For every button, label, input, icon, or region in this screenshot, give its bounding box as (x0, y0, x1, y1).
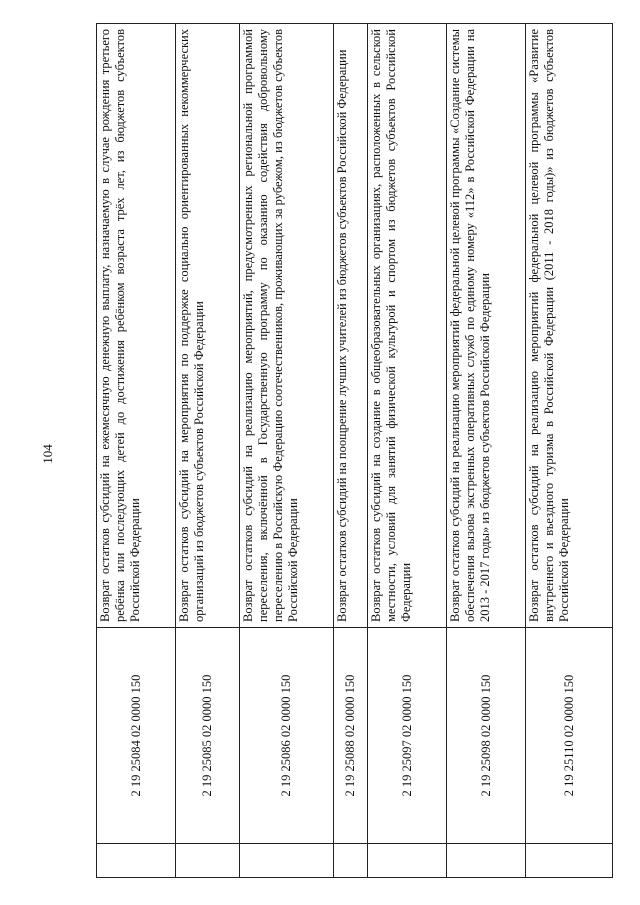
description-cell: Возврат остатков субсидий на ежемесячную денежную выплату, назначаемую в случае рождения третьего ребёнка или последующих детей до достижения ребёнком возраста трёх лет, из бюджетов субъектов Российской Федерации (97, 24, 176, 628)
budget-code-cell: 2 19 25086 02 0000 150 (240, 628, 334, 844)
budget-codes-table (96, 23, 613, 878)
description-cell: Возврат остатков субсидий на поощрение лучших учителей из бюджетов субъектов Российской Федерации (334, 24, 368, 628)
description-cell: Возврат остатков субсидий на реализацию мероприятий, предусмотренных региональной программой переселения, включённой в Государственную программу по оказанию содействия добровольному переселению в Российскую Федерацию соотечественников, проживающих за рубежом, из бюджетов субъектов Российской Федерации (240, 24, 334, 628)
table-row (334, 24, 368, 878)
budget-code-cell: 2 19 25098 02 0000 150 (447, 628, 526, 844)
table-row (176, 24, 240, 878)
table-row (240, 24, 334, 878)
budget-code-cell: 2 19 25097 02 0000 150 (368, 628, 447, 844)
description-cell: Возврат остатков субсидий на реализацию мероприятий федеральной целевой программы «Создание системы обеспечения вызова экстренных оперативных служб по единому номеру «112» в Российской Федерации на 2013 - 2017 годы» из бюджетов субъектов Российской Федерации (447, 24, 526, 628)
table-row (447, 24, 526, 878)
table-row (368, 24, 447, 878)
description-cell: Возврат остатков субсидий на мероприятия по поддержке социально ориентированных некоммерческих организаций из бюджетов субъектов Российской Федерации (176, 24, 240, 628)
page-number: 104 (40, 444, 55, 464)
empty-cell (368, 844, 447, 878)
empty-cell (240, 844, 334, 878)
empty-cell (97, 844, 176, 878)
budget-code-cell: 2 19 25084 02 0000 150 (97, 628, 176, 844)
description-cell: Возврат остатков субсидий на реализацию мероприятий федеральной целевой программы «Развитие внутреннего и въездного туризма в Российской Федерации (2011 - 2018 годы)» из бюджетов субъектов Российской Федерации (526, 24, 613, 628)
empty-cell (526, 844, 613, 878)
empty-cell (334, 844, 368, 878)
empty-cell (176, 844, 240, 878)
rotated-table-container (96, 23, 600, 878)
description-cell: Возврат остатков субсидий на создание в общеобразовательных организациях, расположенных в сельской местности, условий для занятий физической культурой и спортом из бюджетов субъектов Российской Федерации (368, 24, 447, 628)
empty-cell (447, 844, 526, 878)
table-row (97, 24, 176, 878)
budget-code-cell: 2 19 25110 02 0000 150 (526, 628, 613, 844)
budget-code-cell: 2 19 25085 02 0000 150 (176, 628, 240, 844)
table-row (526, 24, 613, 878)
budget-code-cell: 2 19 25088 02 0000 150 (334, 628, 368, 844)
